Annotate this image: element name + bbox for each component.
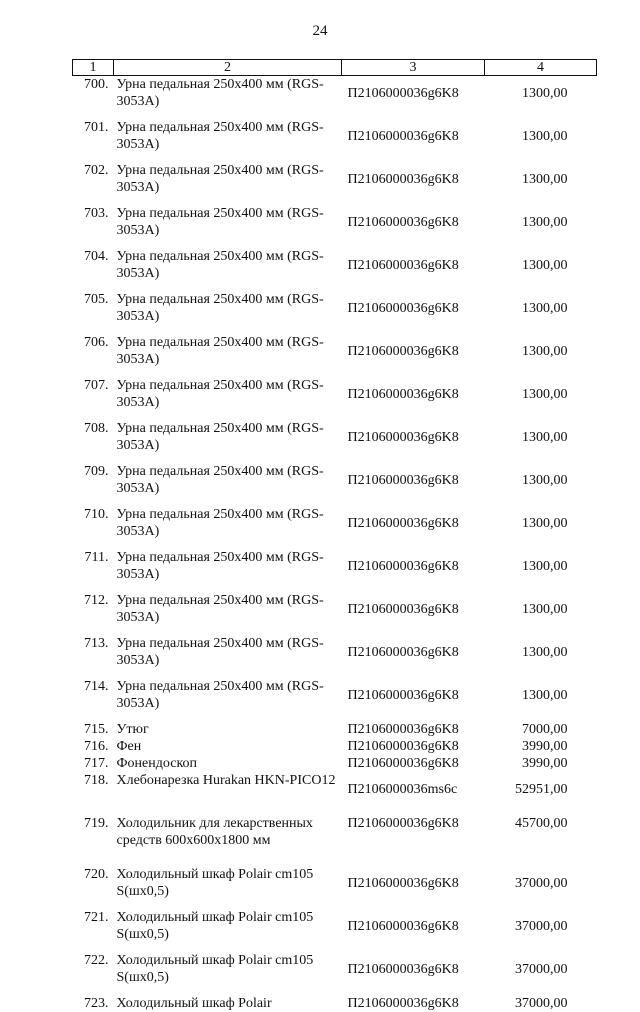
item-name: Урна педальная 250х400 мм (RGS-3053A)	[114, 205, 342, 248]
page-number: 24	[0, 23, 640, 40]
item-code: П2106000036g6K8	[342, 635, 485, 678]
item-name: Урна педальная 250х400 мм (RGS-3053A)	[114, 420, 342, 463]
item-price: 37000,00	[485, 866, 597, 909]
item-price: 52951,00	[485, 772, 597, 815]
item-price: 1300,00	[485, 291, 597, 334]
table-row	[73, 952, 597, 995]
row-number: 723.	[73, 995, 114, 1012]
item-price: 1300,00	[485, 334, 597, 377]
item-price: 1300,00	[485, 506, 597, 549]
row-number: 722.	[73, 952, 114, 995]
table-row	[73, 755, 597, 772]
row-number: 716.	[73, 738, 114, 755]
item-code: П2106000036g6K8	[342, 162, 485, 205]
table-row	[73, 506, 597, 549]
table-row	[73, 205, 597, 248]
row-number: 704.	[73, 248, 114, 291]
item-code: П2106000036g6K8	[342, 334, 485, 377]
table-row	[73, 721, 597, 738]
item-name: Урна педальная 250х400 мм (RGS-3053A)	[114, 248, 342, 291]
item-name: Холодильный шкаф Polair cm105 S(шх0,5)	[114, 866, 342, 909]
table-row	[73, 909, 597, 952]
item-code: П2106000036ms6c	[342, 772, 485, 815]
row-number: 709.	[73, 463, 114, 506]
item-code: П2106000036g6K8	[342, 738, 485, 755]
table-row	[73, 162, 597, 205]
column-header-1: 1	[73, 60, 114, 76]
item-price: 1300,00	[485, 463, 597, 506]
row-number: 711.	[73, 549, 114, 592]
item-code: П2106000036g6K8	[342, 76, 485, 120]
table-row	[73, 772, 597, 815]
item-name: Урна педальная 250х400 мм (RGS-3053A)	[114, 635, 342, 678]
table-row	[73, 635, 597, 678]
item-price: 1300,00	[485, 377, 597, 420]
item-price: 1300,00	[485, 635, 597, 678]
item-name: Хлебонарезка Hurakan HKN-PICO12	[114, 772, 342, 815]
item-price: 1300,00	[485, 76, 597, 120]
item-name: Урна педальная 250х400 мм (RGS-3053A)	[114, 592, 342, 635]
item-price: 7000,00	[485, 721, 597, 738]
item-price: 1300,00	[485, 119, 597, 162]
table-row	[73, 995, 597, 1012]
column-header-2: 2	[114, 60, 342, 76]
inventory-table	[72, 59, 597, 1012]
item-code: П2106000036g6K8	[342, 995, 485, 1012]
item-name: Холодильный шкаф Polair cm105 S(шх0,5)	[114, 952, 342, 995]
item-name: Урна педальная 250х400 мм (RGS-3053A)	[114, 291, 342, 334]
item-code: П2106000036g6K8	[342, 952, 485, 995]
table-row	[73, 738, 597, 755]
item-code: П2106000036g6K8	[342, 463, 485, 506]
item-code: П2106000036g6K8	[342, 549, 485, 592]
item-name: Урна педальная 250х400 мм (RGS-3053A)	[114, 119, 342, 162]
item-code: П2106000036g6K8	[342, 755, 485, 772]
item-price: 45700,00	[485, 815, 597, 866]
column-header-3: 3	[342, 60, 485, 76]
row-number: 710.	[73, 506, 114, 549]
row-number: 718.	[73, 772, 114, 815]
row-number: 707.	[73, 377, 114, 420]
item-price: 37000,00	[485, 909, 597, 952]
item-code: П2106000036g6K8	[342, 205, 485, 248]
item-code: П2106000036g6K8	[342, 866, 485, 909]
table-row	[73, 866, 597, 909]
item-price: 37000,00	[485, 995, 597, 1012]
item-code: П2106000036g6K8	[342, 506, 485, 549]
item-name: Урна педальная 250х400 мм (RGS-3053A)	[114, 506, 342, 549]
item-price: 1300,00	[485, 162, 597, 205]
item-code: П2106000036g6K8	[342, 377, 485, 420]
item-name: Урна педальная 250х400 мм (RGS-3053A)	[114, 377, 342, 420]
item-name: Урна педальная 250х400 мм (RGS-3053A)	[114, 678, 342, 721]
item-price: 1300,00	[485, 420, 597, 463]
item-code: П2106000036g6K8	[342, 909, 485, 952]
row-number: 715.	[73, 721, 114, 738]
column-header-4: 4	[485, 60, 597, 76]
item-code: П2106000036g6K8	[342, 592, 485, 635]
item-price: 3990,00	[485, 738, 597, 755]
item-code: П2106000036g6K8	[342, 291, 485, 334]
table-row	[73, 463, 597, 506]
table-row	[73, 678, 597, 721]
row-number: 703.	[73, 205, 114, 248]
item-name: Урна педальная 250х400 мм (RGS-3053A)	[114, 334, 342, 377]
item-price: 3990,00	[485, 755, 597, 772]
item-name: Фен	[114, 738, 342, 755]
item-name: Утюг	[114, 721, 342, 738]
table-body	[73, 76, 597, 1012]
row-number: 712.	[73, 592, 114, 635]
table-row	[73, 76, 597, 120]
item-price: 1300,00	[485, 592, 597, 635]
item-price: 1300,00	[485, 248, 597, 291]
item-code: П2106000036g6K8	[342, 248, 485, 291]
table-row	[73, 815, 597, 866]
row-number: 705.	[73, 291, 114, 334]
item-code: П2106000036g6K8	[342, 721, 485, 738]
table-row	[73, 119, 597, 162]
item-name: Урна педальная 250х400 мм (RGS-3053A)	[114, 76, 342, 120]
item-price: 1300,00	[485, 549, 597, 592]
row-number: 720.	[73, 866, 114, 909]
table-row	[73, 420, 597, 463]
table-row	[73, 592, 597, 635]
item-code: П2106000036g6K8	[342, 815, 485, 866]
table-row	[73, 248, 597, 291]
item-name: Урна педальная 250х400 мм (RGS-3053A)	[114, 162, 342, 205]
table-row	[73, 377, 597, 420]
row-number: 713.	[73, 635, 114, 678]
row-number: 700.	[73, 76, 114, 120]
table-row	[73, 549, 597, 592]
item-name: Холодильник для лекарственных средств 600х600х1800 мм	[114, 815, 342, 866]
row-number: 714.	[73, 678, 114, 721]
row-number: 719.	[73, 815, 114, 866]
item-name: Фонендоскоп	[114, 755, 342, 772]
table-row	[73, 334, 597, 377]
item-name: Урна педальная 250х400 мм (RGS-3053A)	[114, 463, 342, 506]
item-code: П2106000036g6K8	[342, 420, 485, 463]
item-code: П2106000036g6K8	[342, 678, 485, 721]
row-number: 708.	[73, 420, 114, 463]
item-name: Холодильный шкаф Polair	[114, 995, 342, 1012]
row-number: 702.	[73, 162, 114, 205]
item-price: 37000,00	[485, 952, 597, 995]
table-row	[73, 291, 597, 334]
row-number: 717.	[73, 755, 114, 772]
item-name: Холодильный шкаф Polair cm105 S(шх0,5)	[114, 909, 342, 952]
item-price: 1300,00	[485, 678, 597, 721]
item-price: 1300,00	[485, 205, 597, 248]
row-number: 701.	[73, 119, 114, 162]
item-name: Урна педальная 250х400 мм (RGS-3053A)	[114, 549, 342, 592]
row-number: 706.	[73, 334, 114, 377]
item-code: П2106000036g6K8	[342, 119, 485, 162]
table-header-row	[73, 60, 597, 76]
row-number: 721.	[73, 909, 114, 952]
